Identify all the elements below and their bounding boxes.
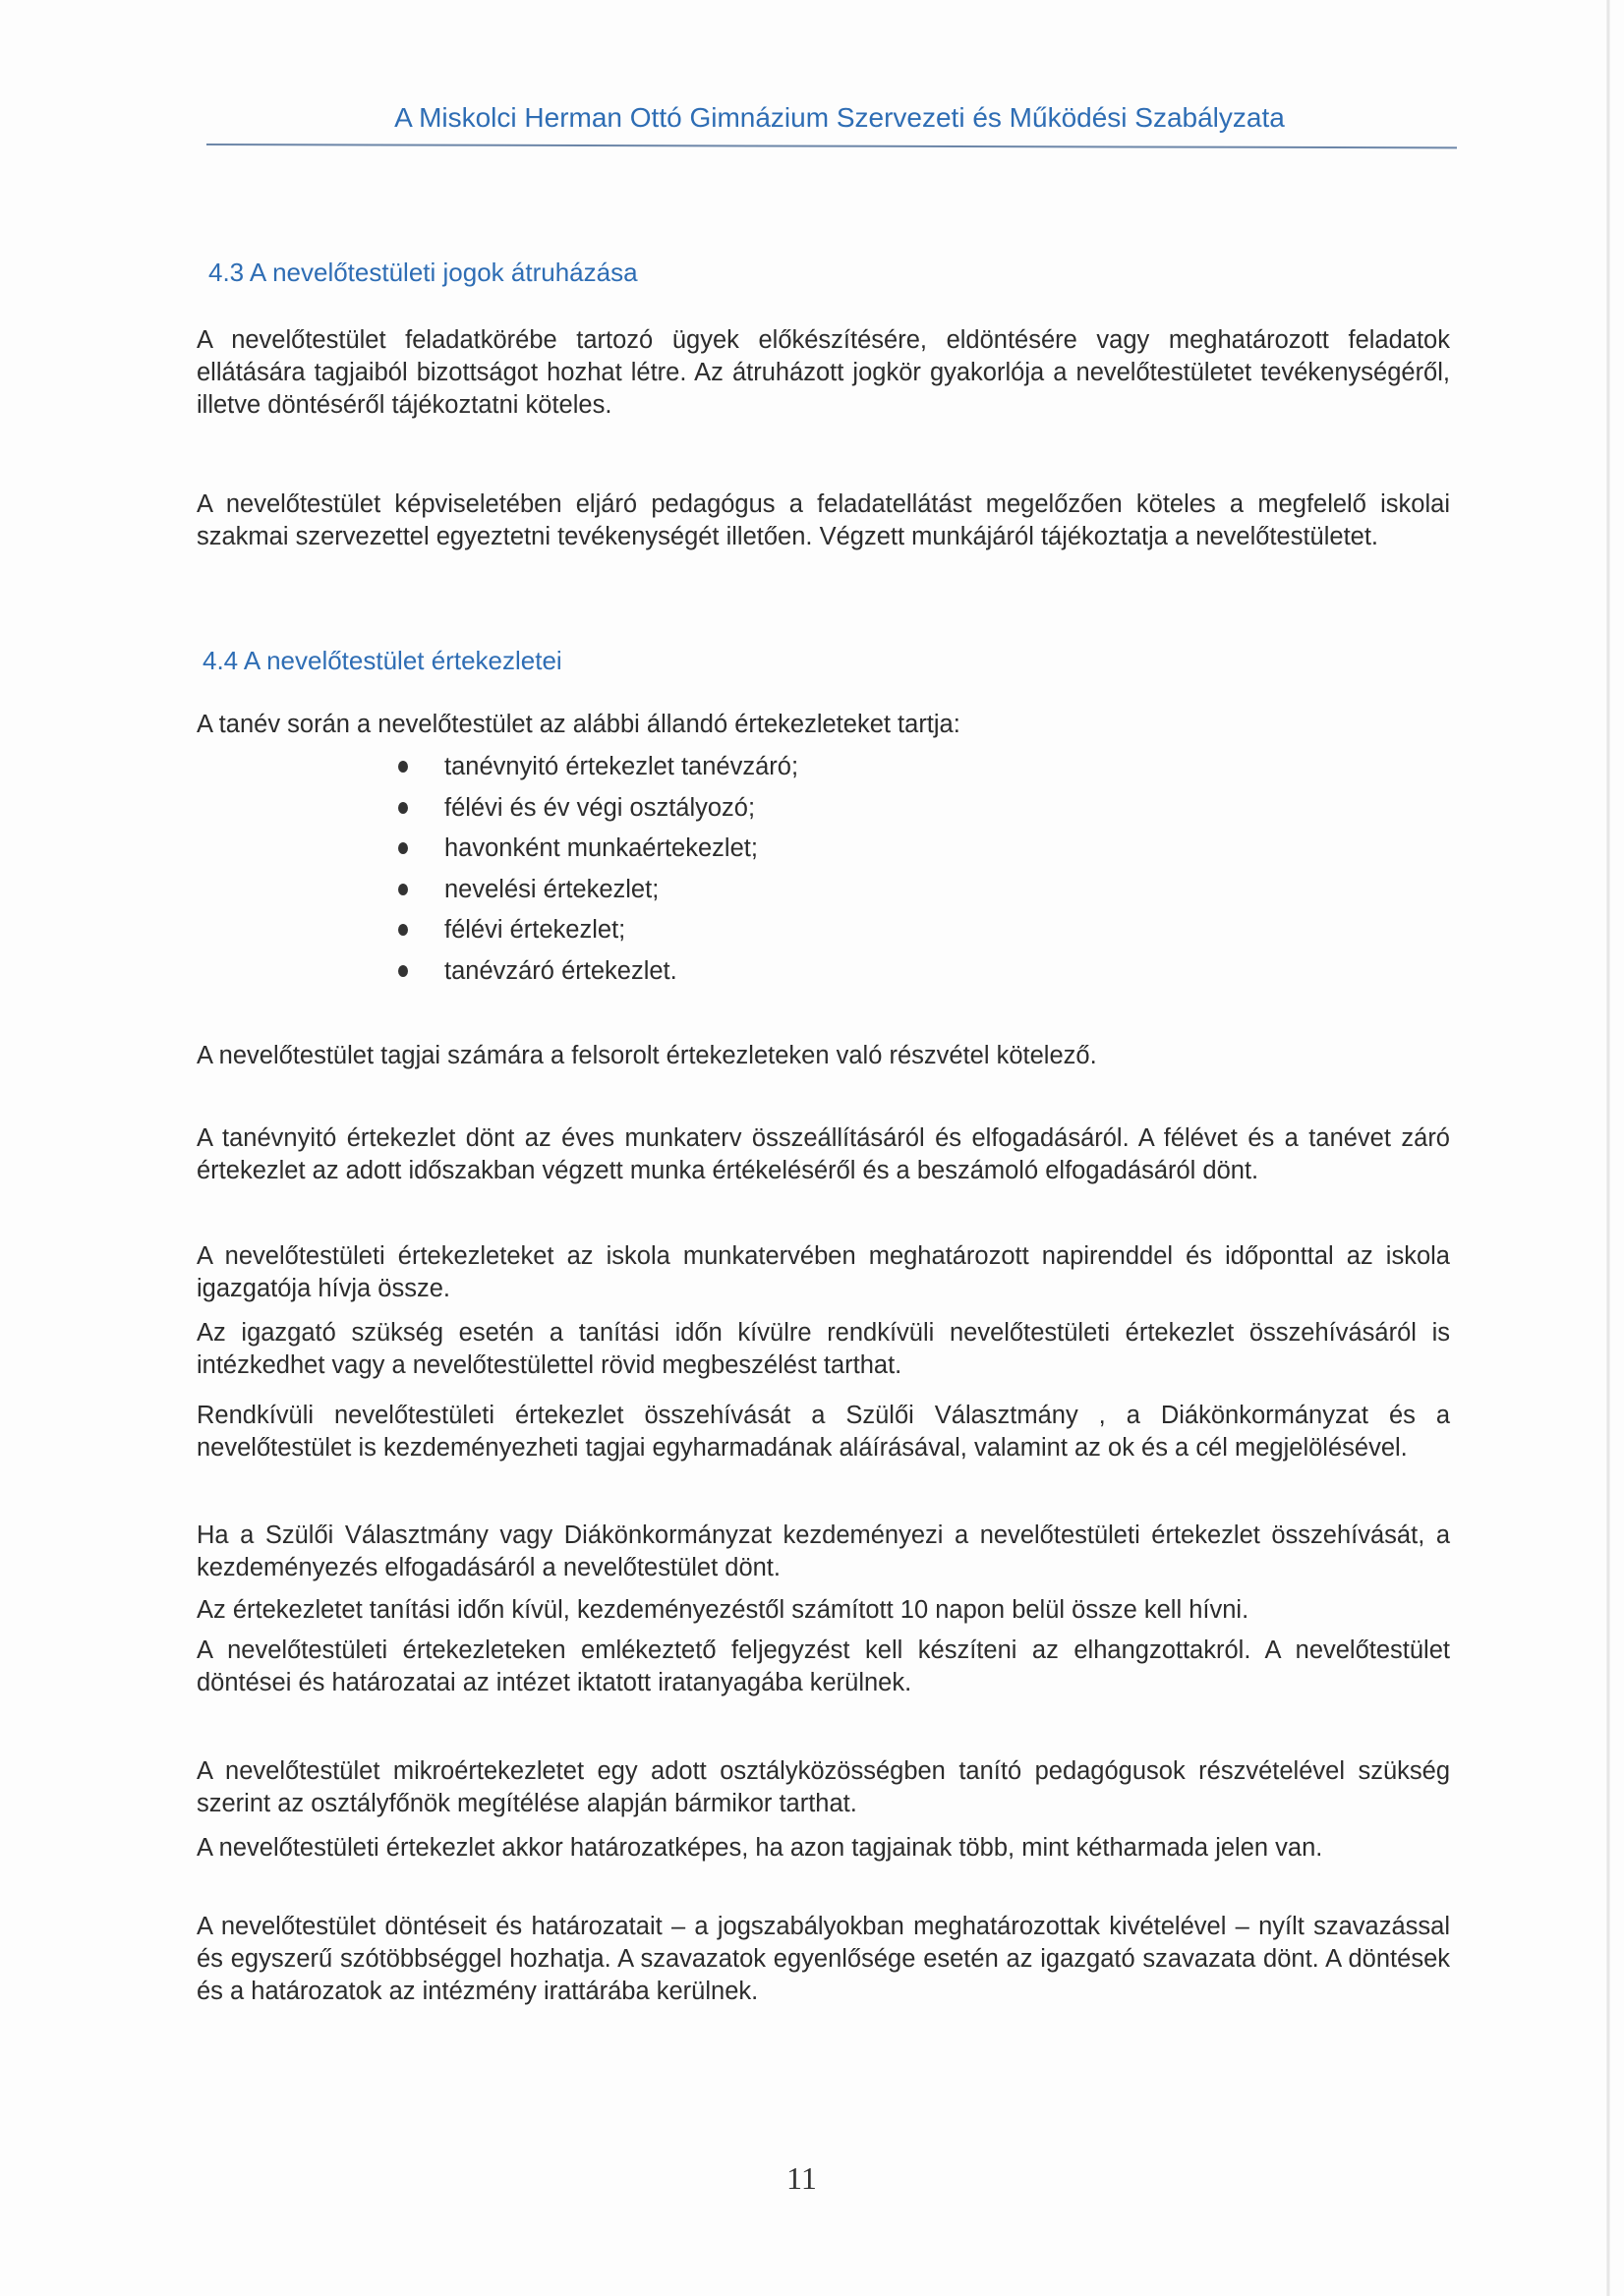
bullet-icon xyxy=(398,965,408,977)
voting-paragraph: A nevelőtestület döntéseit és határozatait – a jogszabályokban meghatározottak kivételével – nyílt szavazással és egyszerű szótöbbséggel hozhatja. A szavazatok egyenlősége esetén az igazgató szavazata dönt. A döntések és a határozatok az intézmény irattárába kerülnek. xyxy=(197,1913,1450,2005)
header-divider xyxy=(206,144,1457,148)
list-item: havonként munkaértekezlet; xyxy=(398,829,798,870)
attendance-paragraph: A nevelőtestület tagjai számára a felsorolt értekezleteken való részvétel kötelező. xyxy=(197,1042,1097,1069)
bullet-icon xyxy=(398,842,408,854)
meeting-types-list xyxy=(398,747,798,992)
bullet-icon xyxy=(398,924,408,936)
ten-days-paragraph: Az értekezletet tanítási időn kívül, kezdeményezéstől számított 10 napon belül össze kell hívni. xyxy=(197,1596,1249,1624)
extraordinary-principal-paragraph: Az igazgató szükség esetén a tanítási időn kívülre rendkívüli nevelőtestületi értekezlet összehívásáról is intézkedhet vagy a nevelőtestülettel rövid megbeszélést tarthat. xyxy=(197,1319,1450,1379)
extraordinary-initiative-paragraph: Rendkívüli nevelőtestületi értekezlet összehívását a Szülői Választmány , a Diákönkormányzat és a nevelőtestület is kezdeményezheti tagjai egyharmadának aláírásával, valamint az ok és a cél megjelölésével. xyxy=(197,1402,1450,1462)
section-4-3-heading: 4.3 A nevelőtestületi jogok átruházása xyxy=(208,258,638,287)
bullet-icon xyxy=(398,884,408,895)
opening-meeting-paragraph: A tanévnyitó értekezlet dönt az éves munkaterv összeállításáról és elfogadásáról. A félévet és a tanévet záró értekezlet az adott időszakban végzett munka értékeléséről és a beszámoló elfogadásáról dönt. xyxy=(197,1124,1450,1184)
page-number: 11 xyxy=(786,2160,817,2196)
micro-meeting-paragraph: A nevelőtestület mikroértekezletet egy adott osztályközösségben tanító pedagógusok részvételével szükség szerint az osztályfőnök megítélése alapján bármikor tarthat. xyxy=(197,1757,1450,1817)
list-item: félévi értekezlet; xyxy=(398,910,798,951)
parent-student-initiative-paragraph: Ha a Szülői Választmány vagy Diákönkormányzat kezdeményezi a nevelőtestületi értekezlet összehívását, a kezdeményezés elfogadásáról a nevelőtestület dönt. xyxy=(197,1521,1450,1581)
document-title: A Miskolci Herman Ottó Gimnázium Szervezeti és Működési Szabályzata xyxy=(394,102,1285,133)
scan-edge-shadow xyxy=(1606,0,1610,2296)
section-4-3-paragraph-2: A nevelőtestület képviseletében eljáró pedagógus a feladatellátást megelőzően köteles a megfelelő iskolai szakmai szervezettel egyeztetni tevékenységét illetően. Végzett munkájáról tájékoztatja a nevelőtestületet. xyxy=(197,490,1450,550)
list-item: tanévzáró értekezlet. xyxy=(398,951,798,993)
bullet-icon xyxy=(398,802,408,814)
page-header xyxy=(206,102,1455,134)
convening-paragraph: A nevelőtestületi értekezleteket az iskola munkatervében meghatározott napirenddel és időponttal az iskola igazgatója hívja össze. xyxy=(197,1242,1450,1302)
list-item: félévi és év végi osztályozó; xyxy=(398,788,798,830)
quorum-paragraph: A nevelőtestületi értekezlet akkor határozatképes, ha azon tagjainak több, mint kétharmada jelen van. xyxy=(197,1834,1323,1862)
section-4-3-paragraph-1: A nevelőtestület feladatkörébe tartozó ügyek előkészítésére, eldöntésére vagy meghatározott feladatok ellátására tagjaiból bizottságot hozhat létre. Az átruházott jogkör gyakorlója a nevelőtestületet tevékenységéről, illetve döntéséről tájékoztatni köteles. xyxy=(197,326,1450,419)
list-item: nevelési értekezlet; xyxy=(398,870,798,911)
list-item: tanévnyitó értekezlet tanévzáró; xyxy=(398,747,798,788)
bullet-icon xyxy=(398,761,408,773)
section-4-4-intro: A tanév során a nevelőtestület az alábbi állandó értekezleteket tartja: xyxy=(197,711,960,738)
minutes-paragraph: A nevelőtestületi értekezleteken emlékeztető feljegyzést kell készíteni az elhangzottakról. A nevelőtestület döntései és határozatai az intézet iktatott iratanyagába kerülnek. xyxy=(197,1636,1450,1696)
section-4-4-heading: 4.4 A nevelőtestület értekezletei xyxy=(203,646,562,675)
